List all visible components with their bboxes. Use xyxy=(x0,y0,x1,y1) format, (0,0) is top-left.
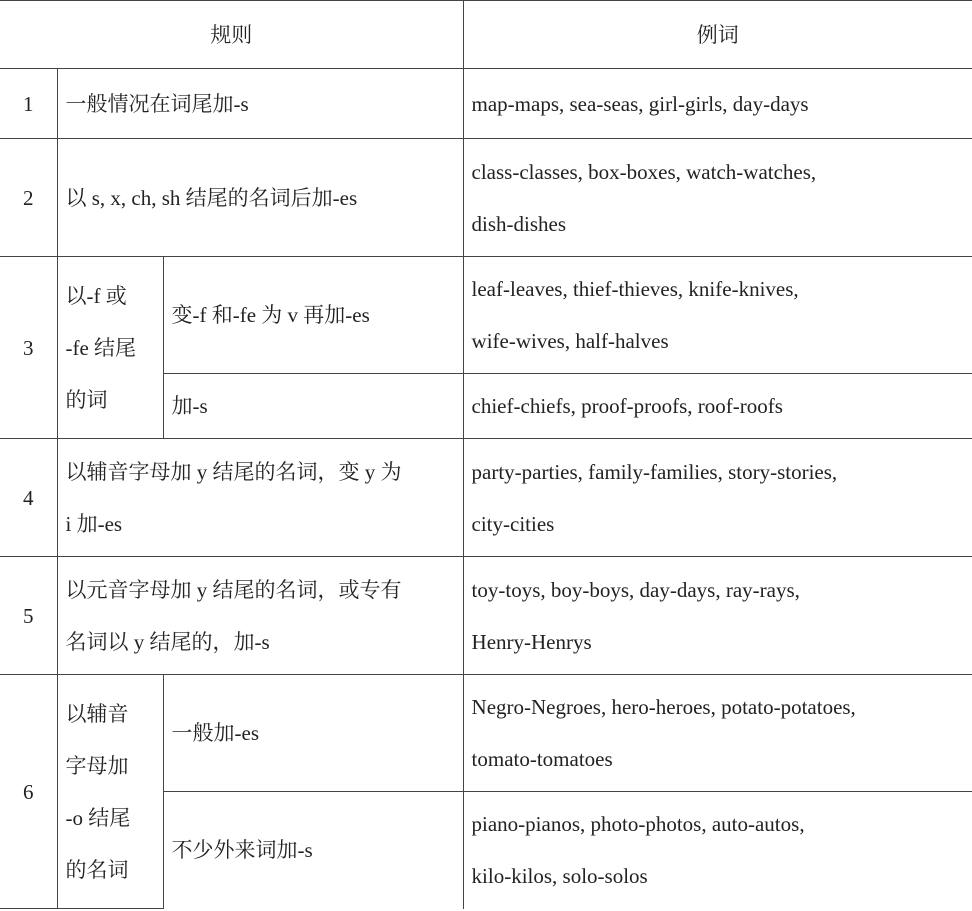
example-line: dish-dishes xyxy=(471,211,567,236)
example-cell xyxy=(463,557,972,675)
table-row xyxy=(0,675,972,792)
group-line: 以辅音 xyxy=(65,701,129,726)
sub-rule-cell: 不少外来词加-s xyxy=(163,792,463,909)
sub-rule-cell: 一般加-es xyxy=(163,675,463,792)
row-number: 6 xyxy=(0,675,57,909)
example-cell: chief-chiefs, proof-proofs, roof-roofs xyxy=(463,374,972,439)
header-rule: 规则 xyxy=(0,1,463,69)
example-cell xyxy=(463,792,972,909)
example-line: leaf-leaves, thief-thieves, knife-knives, xyxy=(471,277,799,301)
table-header-row xyxy=(0,1,972,69)
group-line: 的名词 xyxy=(65,857,129,882)
example-line: Negro-Negroes, hero-heroes, potato-potatoes, xyxy=(471,695,856,719)
example-line: kilo-kilos, solo-solos xyxy=(471,864,648,889)
table-row xyxy=(0,257,972,374)
example-line: class-classes, box-boxes, watch-watches, xyxy=(471,159,817,184)
row-number: 2 xyxy=(0,139,57,257)
row-number: 4 xyxy=(0,439,57,557)
table-row xyxy=(0,69,972,139)
group-line: 以-f 或 xyxy=(65,283,127,308)
group-line: -fe 结尾 xyxy=(65,335,137,360)
example-line: Henry-Henrys xyxy=(471,629,592,654)
example-cell xyxy=(463,257,972,374)
group-line: 的词 xyxy=(65,387,108,412)
example-line: tomato-tomatoes xyxy=(471,747,613,771)
group-cell xyxy=(57,257,163,439)
table-row xyxy=(0,139,972,257)
example-cell: map-maps, sea-seas, girl-girls, day-days xyxy=(463,69,972,139)
header-example: 例词 xyxy=(463,1,972,69)
rule-line: 名词以 y 结尾的，加-s xyxy=(65,629,270,654)
rule-cell: 以 s, x, ch, sh 结尾的名词后加-es xyxy=(57,139,463,257)
example-line: city-cities xyxy=(471,511,555,536)
example-cell xyxy=(463,439,972,557)
example-line: toy-toys, boy-boys, day-days, ray-rays, xyxy=(471,577,800,602)
example-line: piano-pianos, photo-photos, auto-autos, xyxy=(471,812,805,837)
example-cell xyxy=(463,139,972,257)
sub-rule-cell: 变-f 和-fe 为 v 再加-es xyxy=(163,257,463,374)
example-line: wife-wives, half-halves xyxy=(471,329,669,353)
table-row xyxy=(0,557,972,675)
row-number: 3 xyxy=(0,257,57,439)
rule-cell xyxy=(57,439,463,557)
sub-rule-cell: 加-s xyxy=(163,374,463,439)
example-line: party-parties, family-families, story-stories, xyxy=(471,459,838,484)
rule-cell: 一般情况在词尾加-s xyxy=(57,69,463,139)
group-line: 字母加 xyxy=(65,753,129,778)
group-cell xyxy=(57,675,163,909)
rule-line: i 加-es xyxy=(65,511,123,536)
group-line: -o 结尾 xyxy=(65,805,131,830)
row-number: 1 xyxy=(0,69,57,139)
rule-cell xyxy=(57,557,463,675)
example-cell xyxy=(463,675,972,792)
rule-line: 以辅音字母加 y 结尾的名词，变 y 为 xyxy=(65,459,402,484)
rule-line: 以元音字母加 y 结尾的名词，或专有 xyxy=(65,577,402,602)
row-number: 5 xyxy=(0,557,57,675)
table-row xyxy=(0,439,972,557)
